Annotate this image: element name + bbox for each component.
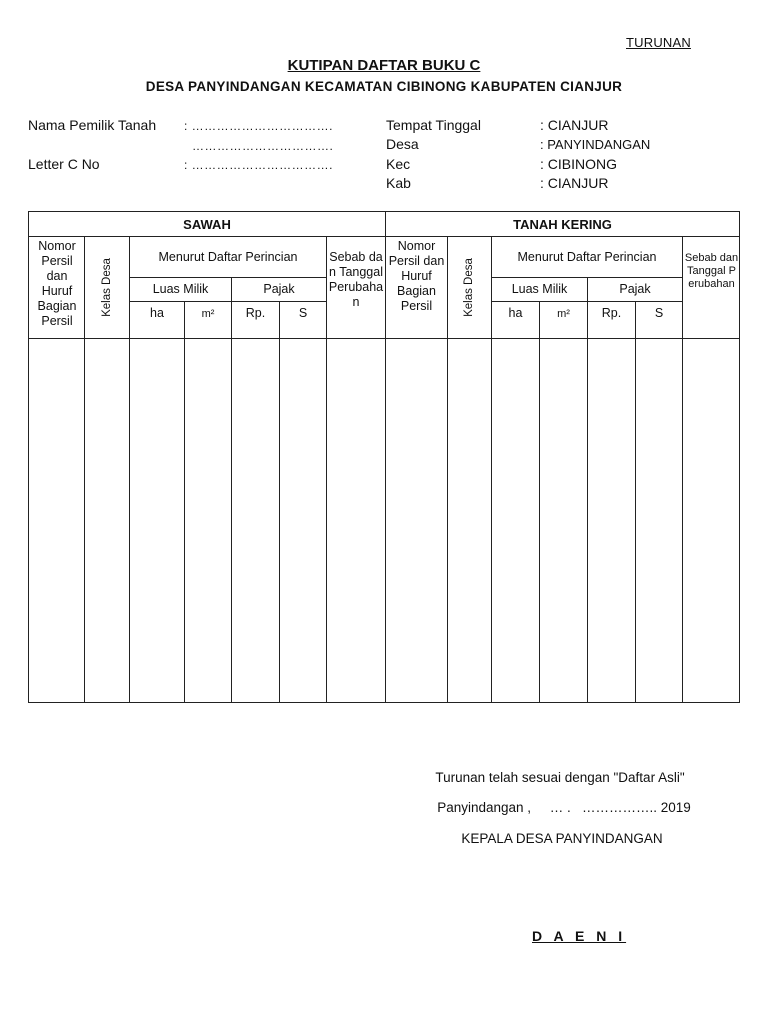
buku-c-table <box>28 211 740 703</box>
desa-label: Desa <box>386 136 419 152</box>
sawah-luas-milik-header: Luas Milik <box>152 282 209 296</box>
table-column-line <box>539 301 540 702</box>
table-column-line <box>184 301 185 702</box>
kab-value: : CIANJUR <box>540 175 609 191</box>
sawah-m2-header: m² <box>201 308 215 320</box>
sawah-nomor-persil-header: Nomor Persil dan Huruf Bagian Persil <box>37 239 77 328</box>
tk-rp-header: Rp. <box>601 306 622 320</box>
tanah-kering-header: TANAH KERING <box>513 216 612 232</box>
table-column-line <box>682 236 683 702</box>
letter-c-label: Letter C No <box>28 156 100 172</box>
nama-pemilik-field-line2: ……………………………. <box>192 139 334 153</box>
tk-pajak-header: Pajak <box>619 282 651 296</box>
tk-sebab-header: Sebab dan Tanggal Perubahan <box>684 252 739 290</box>
tempat-tinggal-label: Tempat Tinggal <box>386 117 481 133</box>
certification-text: Turunan telah sesuai dengan "Daftar Asli" <box>435 770 685 785</box>
table-column-line <box>326 236 327 702</box>
kab-label: Kab <box>386 175 411 191</box>
desa-value: : PANYINDANGAN <box>540 137 651 152</box>
table-column-line <box>231 277 232 702</box>
letter-c-field: : ……………………………. <box>184 158 334 172</box>
tk-luas-milik-header: Luas Milik <box>511 282 568 296</box>
signatory-title: KEPALA DESA PANYINDANGAN <box>461 831 663 846</box>
sawah-menurut-header: Menurut Daftar Perincian <box>158 249 298 264</box>
tk-nomor-persil-header: Nomor Persil dan Huruf Bagian Persil <box>388 239 445 313</box>
turunan-label: TURUNAN <box>626 35 691 50</box>
sawah-rp-header: Rp. <box>245 306 266 320</box>
tk-m2-header: m² <box>557 308 570 320</box>
tk-s-header: S <box>654 306 664 320</box>
tk-kelas-desa-header <box>448 237 491 338</box>
tk-menurut-header: Menurut Daftar Perincian <box>517 249 657 264</box>
sawah-kelas-desa-label: Kelas Desa <box>100 258 113 317</box>
table-column-line <box>635 301 636 702</box>
kec-label: Kec <box>386 156 411 172</box>
section-divider <box>385 212 386 702</box>
signatory-name: D A E N I <box>532 928 627 944</box>
table-column-line <box>279 301 280 702</box>
tempat-tinggal-value: : CIANJUR <box>540 117 609 133</box>
sawah-kelas-desa-header <box>85 237 129 338</box>
sawah-sebab-header: Sebab dan Tanggal Perubahan <box>328 250 384 309</box>
document-subtitle: DESA PANYINDANGAN KECAMATAN CIBINONG KABUPATEN CIANJUR <box>145 79 623 94</box>
tk-kelas-desa-label: Kelas Desa <box>463 258 475 317</box>
sawah-ha-header: ha <box>150 306 164 320</box>
sawah-pajak-header: Pajak <box>263 282 295 296</box>
nama-pemilik-field: : ……………………………. <box>184 119 334 133</box>
table-column-line <box>587 277 588 702</box>
place-date-line: Panyindangan , … . …………….. 2019 <box>437 800 691 815</box>
kec-value: : CIBINONG <box>540 156 618 172</box>
tk-ha-header: ha <box>508 306 523 320</box>
sawah-s-header: S <box>298 306 308 320</box>
sawah-header: SAWAH <box>183 216 231 232</box>
nama-pemilik-label: Nama Pemilik Tanah <box>28 117 157 133</box>
document-title: KUTIPAN DAFTAR BUKU C <box>287 57 481 74</box>
table-divider <box>29 338 739 339</box>
